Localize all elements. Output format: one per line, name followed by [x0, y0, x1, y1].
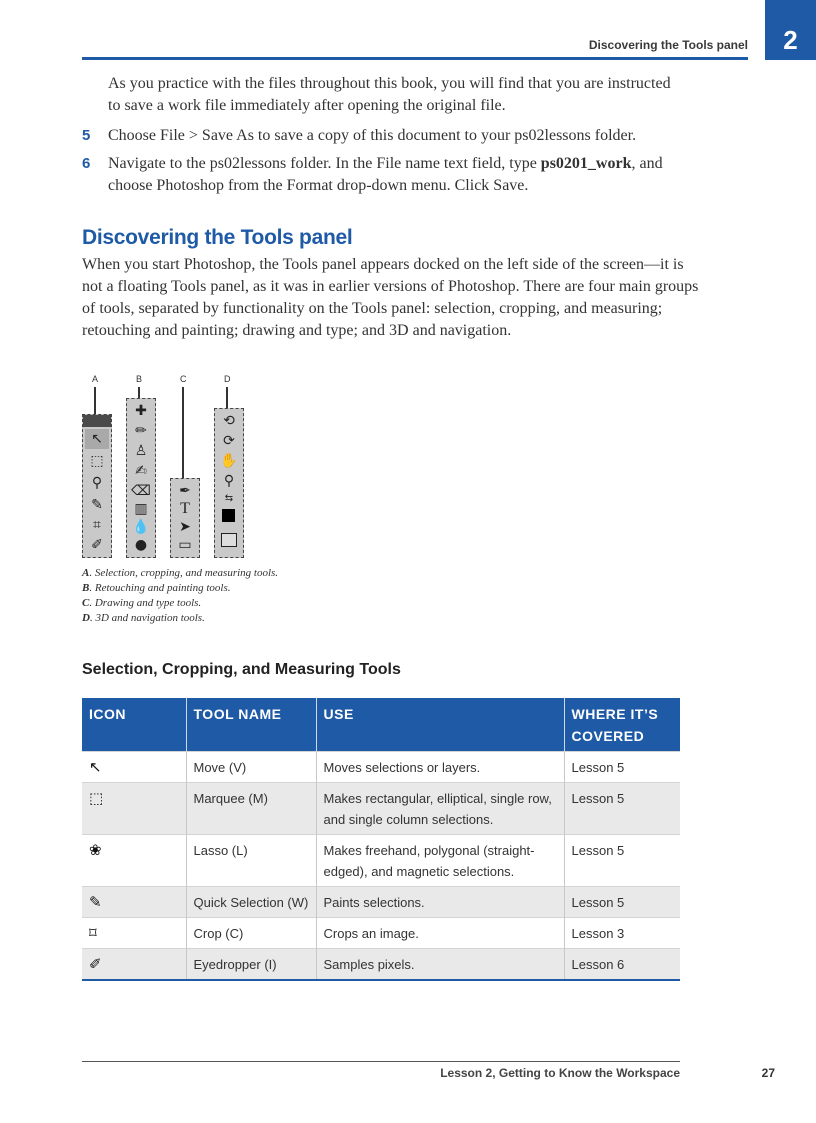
- column-header-tool-name: TOOL NAME: [186, 698, 316, 752]
- use-line: Makes freehand, polygonal (straight-: [323, 843, 535, 858]
- quick-mask-icon: [221, 533, 237, 547]
- step-text: Choose File > Save As to save a copy of this document to your ps02lessons folder.: [108, 127, 637, 144]
- table-header-row: [82, 698, 680, 752]
- tool-name-cell: Quick Selection (W): [186, 887, 316, 918]
- tool-name-cell: Move (V): [186, 752, 316, 783]
- pen-tool-icon: ✒: [179, 483, 191, 499]
- tool-name-cell: Lasso (L): [186, 835, 316, 887]
- 3d-rotate-icon: ⟲: [223, 413, 235, 429]
- filename-bold: ps0201_work: [540, 155, 632, 172]
- figure-caption-c: [82, 596, 201, 611]
- caption-letter: A: [82, 567, 90, 579]
- tool-strip-d: [214, 408, 244, 558]
- panel-titlebar: [83, 415, 111, 427]
- caption-letter: B: [82, 582, 90, 594]
- type-tool-icon: T: [180, 500, 190, 517]
- use-line: edged), and magnetic selections.: [323, 864, 515, 879]
- eyedropper-tool-icon: ✐: [82, 949, 186, 981]
- column-header-icon: ICON: [82, 698, 186, 752]
- use-cell: Paints selections.: [316, 887, 564, 918]
- tool-strip-a: [82, 414, 112, 558]
- table-row: [82, 918, 680, 949]
- marquee-tool-icon: ⬚: [90, 453, 104, 469]
- table-row: [82, 887, 680, 918]
- callout-letter-a: A: [92, 374, 99, 384]
- section-title: Discovering the Tools panel: [82, 226, 353, 249]
- table-row: [82, 949, 680, 981]
- marquee-tool-icon: ⬚: [82, 783, 186, 835]
- use-cell: Crops an image.: [316, 918, 564, 949]
- use-cell: Moves selections or layers.: [316, 752, 564, 783]
- shape-tool-icon: ▭: [178, 537, 192, 553]
- caption-letter: D: [82, 612, 90, 624]
- crop-tool-icon: ⌗: [93, 517, 101, 533]
- section-line-1: When you start Photoshop, the Tools panel appears docked on the left side of the screen—it is: [82, 256, 684, 273]
- table-title: Selection, Cropping, and Measuring Tools: [82, 661, 401, 678]
- lasso-tool-icon: ❀: [82, 835, 186, 887]
- table-row: [82, 752, 680, 783]
- use-cell: [316, 783, 564, 835]
- use-cell: Samples pixels.: [316, 949, 564, 981]
- running-head: Discovering the Tools panel: [588, 38, 748, 52]
- eraser-icon: ⌫: [131, 483, 151, 499]
- section-line-4: retouching and painting; drawing and type; and 3D and navigation.: [82, 322, 512, 339]
- use-line: and single column selections.: [323, 812, 494, 827]
- callout-letter-d: D: [224, 374, 231, 384]
- use-cell: [316, 835, 564, 887]
- table-row: [82, 783, 680, 835]
- foreground-color-icon: [222, 509, 235, 522]
- header-line: COVERED: [571, 728, 645, 744]
- table-row: [82, 835, 680, 887]
- use-line: Makes rectangular, elliptical, single row,: [323, 791, 552, 806]
- callout-line-a: [94, 387, 96, 415]
- callout-letter-c: C: [180, 374, 187, 384]
- figure-caption-b: [82, 581, 231, 596]
- gradient-tool-icon: ▥: [134, 501, 148, 517]
- move-tool-icon: ↖: [85, 429, 109, 449]
- callout-letter-b: B: [136, 374, 143, 384]
- blur-tool-icon: 💧: [132, 519, 150, 535]
- page-number: 27: [761, 1066, 775, 1080]
- move-tool-icon: ↖: [82, 752, 186, 783]
- history-brush-icon: ✍: [135, 463, 147, 479]
- chapter-number: 2: [783, 25, 798, 55]
- header-line: WHERE IT’S: [571, 706, 659, 722]
- step-number: 5: [82, 127, 91, 144]
- tools-panel-figure: [82, 370, 262, 565]
- clone-stamp-icon: ♙: [134, 443, 148, 459]
- quick-selection-tool-icon: ✎: [82, 887, 186, 918]
- callout-line-d: [226, 387, 228, 409]
- tool-strip-b: [126, 398, 156, 558]
- tool-name-cell: Crop (C): [186, 918, 316, 949]
- footer-text: Lesson 2, Getting to Know the Workspace: [440, 1066, 680, 1080]
- tool-strip-c: [170, 478, 200, 558]
- path-selection-icon: ➤: [179, 519, 191, 535]
- column-header-use: USE: [316, 698, 564, 752]
- chapter-tab: [765, 0, 816, 60]
- step-text: [108, 153, 663, 175]
- step-text-line-2: choose Photoshop from the Format drop-down menu. Click Save.: [108, 177, 529, 194]
- where-cell: Lesson 5: [564, 752, 680, 783]
- crop-tool-icon: ⌑: [82, 918, 186, 949]
- caption-text: . Selection, cropping, and measuring tools.: [89, 567, 279, 579]
- header-rule: [82, 57, 748, 60]
- caption-letter: C: [82, 597, 90, 609]
- tool-name-cell: Eyedropper (I): [186, 949, 316, 981]
- where-cell: Lesson 5: [564, 783, 680, 835]
- intro-line-1: As you practice with the files throughout this book, you will find that you are instructed: [108, 75, 671, 92]
- lasso-tool-icon: ⚲: [91, 475, 103, 491]
- dodge-tool-icon: ●: [134, 537, 148, 553]
- quick-selection-tool-icon: ✎: [91, 497, 103, 513]
- where-cell: Lesson 3: [564, 918, 680, 949]
- caption-text: . Retouching and painting tools.: [89, 582, 231, 594]
- 3d-orbit-icon: ⟳: [223, 433, 235, 449]
- zoom-tool-icon: ⚲: [223, 473, 235, 489]
- where-cell: Lesson 6: [564, 949, 680, 981]
- tools-table: [82, 698, 680, 981]
- step-number: 6: [82, 155, 91, 172]
- healing-brush-icon: ✚: [135, 403, 147, 419]
- hand-tool-icon: ✋: [220, 453, 238, 469]
- swap-colors-icon: ⇆: [224, 493, 234, 504]
- where-cell: Lesson 5: [564, 887, 680, 918]
- step-text-part: Navigate to the ps02lessons folder. In the File name text field, type: [108, 155, 541, 172]
- brush-tool-icon: ✏: [135, 423, 147, 439]
- tool-name-cell: Marquee (M): [186, 783, 316, 835]
- caption-text: . 3D and navigation tools.: [89, 612, 205, 624]
- column-header-where: [564, 698, 680, 752]
- figure-caption-d: [82, 611, 205, 626]
- caption-text: . Drawing and type tools.: [89, 597, 202, 609]
- footer-rule: [82, 1061, 680, 1062]
- figure-caption-a: [82, 566, 278, 581]
- intro-line-2: to save a work file immediately after opening the original file.: [108, 97, 506, 114]
- eyedropper-tool-icon: ✐: [91, 537, 103, 553]
- section-line-3: of tools, separated by functionality on the Tools panel: selection, cropping, and measuring;: [82, 300, 663, 317]
- section-line-2: not a floating Tools panel, as it was in earlier versions of Photoshop. There are four main groups: [82, 278, 699, 295]
- callout-line-c: [182, 387, 184, 479]
- where-cell: Lesson 5: [564, 835, 680, 887]
- step-text-part: , and: [631, 155, 663, 172]
